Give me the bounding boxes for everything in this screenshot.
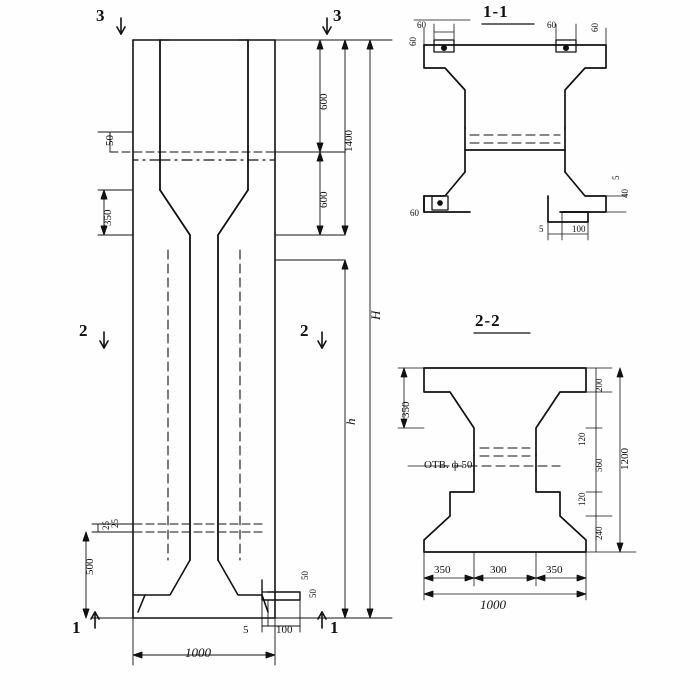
section-mark-1-right: 1 — [330, 618, 340, 637]
dim-5-bottom: 5 — [243, 624, 249, 636]
section-mark-3-right: 3 — [333, 6, 343, 25]
section-title-1-1: 1-1 — [483, 2, 509, 21]
s11-dim-60-bl: 60 — [410, 208, 419, 218]
dim-50-detail-b: 50 — [308, 589, 318, 598]
s22-dim-1200: 1200 — [619, 448, 631, 470]
s11-dim-60-tl: 60 — [417, 20, 426, 30]
s22-dim-1000: 1000 — [480, 597, 506, 612]
s22-dim-350-left: 350 — [400, 401, 412, 418]
dim-100-bottom: 100 — [276, 624, 293, 636]
s11-dim-5-bottom: 5 — [539, 224, 544, 234]
height-label-H: H — [368, 310, 383, 320]
s11-dim-60-tr2: 60 — [590, 23, 600, 32]
s22-dim-560: 560 — [594, 458, 604, 472]
section-mark-2-right: 2 — [300, 321, 310, 340]
s22-dim-120-b: 120 — [577, 492, 587, 506]
dim-50-detail-a: 50 — [300, 571, 310, 580]
s22-dim-350-b: 350 — [546, 564, 563, 576]
dim-500-left: 500 — [84, 558, 96, 575]
s11-dim-100-bottom: 100 — [572, 224, 586, 234]
s22-dim-300: 300 — [490, 564, 507, 576]
s22-dim-350-a: 350 — [434, 564, 451, 576]
dim-1000-bottom: 1000 — [185, 645, 211, 660]
dim-600-upper: 600 — [318, 93, 330, 110]
dim-600-lower: 600 — [318, 191, 330, 208]
height-label-h: h — [343, 418, 358, 425]
dim-50-left: 50 — [104, 135, 116, 146]
s11-dim-40-right: 40 — [620, 189, 630, 198]
s11-dim-60-tr: 60 — [547, 20, 556, 30]
s22-hole-note: ОТВ. ф 50 — [424, 459, 473, 471]
dim-1400: 1400 — [343, 130, 355, 152]
dim-25-a: 25 — [101, 521, 111, 530]
dim-350-left: 350 — [102, 209, 114, 226]
dim-25-b: 25 — [110, 519, 120, 528]
section-mark-3-left: 3 — [96, 6, 106, 25]
section-mark-1-left: 1 — [72, 618, 82, 637]
s22-dim-200: 200 — [594, 378, 604, 392]
section-mark-2-left: 2 — [79, 321, 89, 340]
s22-dim-240: 240 — [594, 526, 604, 540]
section-title-2-2: 2-2 — [475, 311, 501, 330]
s22-dim-120-a: 120 — [577, 432, 587, 446]
s11-dim-60-tl2: 60 — [408, 37, 418, 46]
s11-dim-5-right: 5 — [611, 175, 621, 180]
